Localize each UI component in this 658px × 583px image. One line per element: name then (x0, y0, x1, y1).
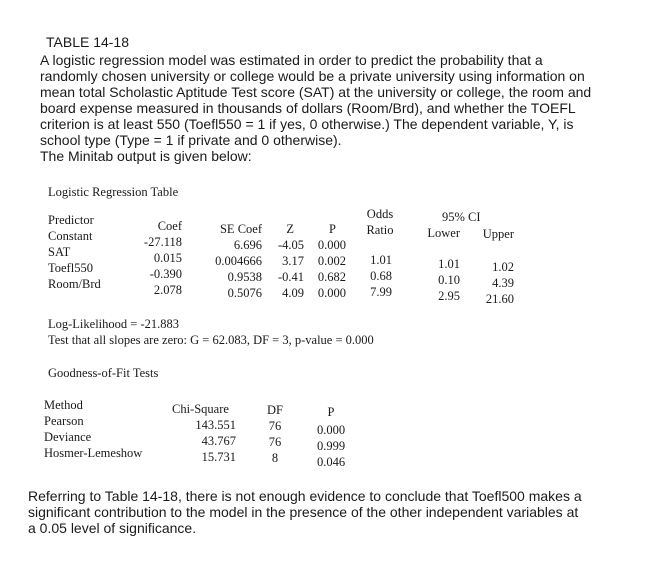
cell-coef: -27.118 (143, 235, 182, 249)
header-upper: Upper (482, 227, 514, 241)
question-paragraph (28, 488, 628, 536)
cell-p: 0.000 (317, 238, 346, 252)
cell-se-coef: 0.5076 (227, 286, 262, 300)
header-method: Method (44, 398, 83, 412)
cell-predictor: Toefl550 (48, 261, 93, 275)
cell-p: 0.682 (317, 270, 346, 284)
cell-odds: 7.99 (370, 285, 392, 299)
cell-z: -0.41 (277, 270, 304, 284)
cell-odds: 0.68 (370, 269, 392, 283)
cell-gof-p: 0.046 (316, 455, 346, 469)
upper-column (470, 227, 514, 243)
intro-line: criterion is at least 550 (Toefl550 = 1 if yes, 0 otherwise.) The dependent variable, Y, is (40, 116, 574, 132)
header-lower: Lower (427, 226, 460, 240)
chi-square-column (176, 418, 236, 466)
log-likelihood: Log-Likelihood = -21.883 (48, 317, 179, 331)
cell-z: -4.05 (277, 238, 304, 252)
header-gof-p: P (327, 405, 335, 419)
cell-se-coef: 0.9538 (227, 270, 262, 284)
cell-chi-square: 15.731 (201, 450, 236, 464)
cell-predictor: Room/Brd (48, 277, 101, 291)
cell-lower: 0.10 (438, 273, 460, 287)
odds-ratio-values (356, 253, 392, 301)
intro-line: The Minitab output is given below: (40, 148, 252, 164)
header-df: DF (267, 403, 283, 417)
cell-z: 3.17 (282, 254, 304, 268)
intro-line: A logistic regression model was estimated in order to predict the probability that a (40, 52, 543, 68)
cell-coef: -0.390 (149, 267, 182, 281)
cell-method: Pearson (44, 414, 84, 428)
logistic-table-heading: Logistic Regression Table (48, 185, 179, 199)
question-line: significant contribution to the model in the presence of the other independent variables at (28, 504, 579, 520)
header-se-coef: SE Coef (219, 222, 262, 236)
ci-header: 95% CI (442, 210, 481, 224)
cell-upper: 21.60 (485, 292, 514, 306)
lower-column (416, 226, 460, 242)
method-column (44, 398, 142, 462)
header-ratio: Ratio (366, 223, 394, 237)
lower-values (416, 257, 460, 305)
intro-line: mean total Scholastic Aptitude Test score (SAT) at the university or college, the room and (40, 84, 592, 100)
se-coef-column (190, 222, 262, 302)
intro-line: randomly chosen university or college would be a private university using information on (40, 68, 585, 84)
cell-gof-p: 0.000 (316, 423, 346, 437)
cell-coef: 0.015 (153, 251, 182, 265)
gof-heading: Goodness-of-Fit Tests (48, 366, 159, 380)
upper-values (470, 260, 514, 308)
cell-lower: 2.95 (438, 289, 460, 303)
chi-square-header: Chi-Square (172, 402, 229, 416)
cell-df: 76 (268, 435, 282, 449)
cell-p: 0.000 (317, 286, 346, 300)
cell-df: 8 (271, 451, 279, 465)
cell-chi-square: 143.551 (195, 418, 236, 432)
cell-p: 0.002 (317, 254, 346, 268)
header-coef: Coef (157, 219, 182, 233)
intro-line: school type (Type = 1 if private and 0 otherwise). (40, 132, 342, 148)
test-all-slopes: Test that all slopes are zero: G = 62.083, DF = 3, p-value = 0.000 (48, 333, 374, 347)
gof-p-column (308, 405, 354, 471)
cell-lower: 1.01 (438, 257, 460, 271)
question-line: Referring to Table 14-18, there is not enough evidence to conclude that Toefl500 makes a (28, 488, 582, 504)
cell-df: 76 (268, 419, 282, 433)
df-column (262, 403, 288, 467)
cell-gof-p: 0.999 (316, 439, 346, 453)
cell-method: Deviance (44, 430, 92, 444)
predictor-column (48, 213, 101, 293)
question-line: a 0.05 level of significance. (28, 520, 197, 536)
cell-predictor: Constant (48, 229, 93, 243)
cell-upper: 4.39 (492, 276, 514, 290)
header-p: P (329, 222, 336, 236)
z-column (264, 222, 304, 302)
coef-column (118, 219, 182, 299)
cell-chi-square: 43.767 (201, 434, 236, 448)
cell-method: Hosmer-Lemeshow (44, 446, 143, 460)
header-predictor: Predictor (48, 213, 94, 227)
cell-se-coef: 0.004666 (215, 254, 262, 268)
p-column (306, 222, 346, 302)
header-odds: Odds (366, 207, 394, 221)
cell-coef: 2.078 (153, 283, 182, 297)
cell-upper: 1.02 (492, 260, 514, 274)
header-z: Z (286, 222, 294, 236)
cell-z: 4.09 (282, 286, 304, 300)
cell-se-coef: 6.696 (233, 238, 262, 252)
intro-paragraph (40, 52, 625, 164)
intro-line: board expense measured in thousands of dollars (Room/Brd), and whether the TOEFL (40, 100, 576, 116)
cell-odds: 1.01 (370, 253, 392, 267)
odds-ratio-column (356, 207, 404, 239)
cell-predictor: SAT (48, 245, 71, 259)
table-title: TABLE 14-18 (46, 34, 130, 50)
